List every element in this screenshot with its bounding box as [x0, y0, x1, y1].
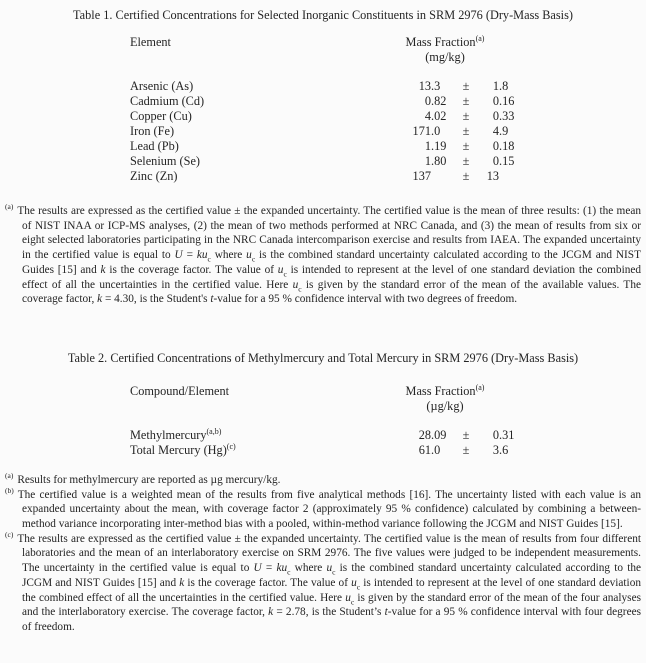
table1-header-row — [130, 35, 641, 50]
mass-fraction-label: Mass Fraction — [405, 383, 476, 398]
element-label: Lead (Pb) — [130, 139, 179, 153]
footnote-text: The results are expressed as the certified value ± the expanded uncertainty. The certified value is the mean of results from four different laboratories and the mean of an interlaboratory exercise on SRM 2976. The five values were judged to be independent measurements. The uncertainty in the certified value is equal to $U = ku_c$ where $u_c$ is the combined standard uncertainty calculated according to the JCGM and NIST Guides [15] and k is the coverage factor. The value of $u_c$ is intended to represent at the level of one standard deviation the combined effect of all the uncertainties in the certified value. Here $u_c$ is given by the standard error of the mean of the four analyses and the interlaboratory exercise. The coverage factor, k = 2.78, is the Student’s t-value for a 95 % confidence interval with four degrees of freedom. — [17, 532, 642, 633]
footnote — [5, 529, 642, 635]
certified-value: 28.09 — [418, 427, 447, 442]
mass-fraction-footnote-ref: (a) — [475, 382, 485, 392]
table-row — [130, 139, 641, 154]
uncertainty-value: 13 — [486, 169, 499, 183]
element-label: Arsenic (As) — [130, 79, 194, 93]
footnote-text: The results are expressed as the certified value ± the expanded uncertainty. The certified value is the mean of three results: (1) the mean of NIST INAA or ICP-MS analyses, (2) the mean of two methods performed at NRC Canada, and (3) the mean of results from six or eight selected laboratories participating in the NRC Canada intercomparison exercise and results from IAEA. The expanded uncertainty in the certified value is equal to $U = ku_c$ where $u_c$ is the combined standard uncertainty calculated according to the JCGM and NIST Guides [15] and k is the coverage factor. The value of $u_c$ is intended to represent at the level of one standard deviation the combined effect of all the uncertainties in the certified value. Here $u_c$ is given by the standard error of the mean of the available values. The coverage factor, k = 4.30, is the Student's t-value for a 95 % confidence interval with two degrees of freedom. — [17, 205, 642, 306]
certified-value: 171.0 — [412, 124, 441, 138]
footnote — [5, 473, 641, 488]
uncertainty-value: 0.16 — [492, 94, 515, 108]
footnote-marker: (c) — [5, 529, 14, 539]
table1-header-gap — [130, 65, 641, 79]
table2-units-label: (µg/kg) — [426, 398, 464, 413]
table2-col2-header — [385, 384, 505, 399]
plus-minus-sign: ± — [462, 154, 470, 168]
compound-footnote-ref: (c) — [226, 441, 236, 451]
plus-minus-sign: ± — [462, 169, 470, 183]
table-row — [130, 109, 641, 124]
uncertainty-value: 0.33 — [492, 109, 515, 123]
footnote-marker: (b) — [5, 485, 14, 495]
table2 — [130, 384, 641, 458]
table-row — [130, 443, 641, 458]
footnote — [5, 204, 641, 307]
element-label: Copper (Cu) — [130, 109, 192, 123]
table-row — [130, 79, 641, 94]
plus-minus-sign: ± — [462, 124, 470, 138]
certified-value: 137 — [412, 169, 431, 183]
uncertainty-value: 3.6 — [492, 442, 509, 457]
table2-title: Table 2. Certified Concentrations of Methylmercury and Total Mercury in SRM 2976 (Dry-Mass Basis) — [67, 350, 579, 365]
table2-col1-header: Compound/Element — [130, 383, 230, 398]
certified-value: 61.0 — [418, 442, 441, 457]
table1-footnotes — [5, 204, 641, 307]
plus-minus-sign: ± — [462, 139, 470, 153]
mass-fraction-label: Mass Fraction — [405, 35, 476, 49]
element-label: Iron (Fe) — [130, 124, 175, 138]
element-label: Cadmium (Cd) — [130, 94, 205, 108]
uncertainty-value: 0.15 — [492, 154, 515, 168]
certified-value: 4.02 — [424, 109, 447, 123]
certified-value: 0.82 — [424, 94, 447, 108]
plus-minus-sign: ± — [462, 94, 470, 108]
table1-units-row — [130, 50, 641, 65]
certified-value: 1.80 — [424, 154, 447, 168]
mass-fraction-footnote-ref: (a) — [475, 33, 485, 43]
uncertainty-value: 1.8 — [492, 79, 509, 93]
uncertainty-value: 0.31 — [492, 427, 515, 442]
uncertainty-value: 0.18 — [492, 139, 515, 153]
table1-units-label: (mg/kg) — [425, 50, 465, 64]
compound-label: Methylmercury$^{(a,b)}$ — [130, 426, 222, 442]
table1-title: Table 1. Certified Concentrations for Selected Inorganic Constituents in SRM 2976 (Dry-Mass Basis) — [73, 8, 573, 22]
table-row — [130, 124, 641, 139]
certified-value: 1.19 — [424, 139, 447, 153]
table2-footnotes — [5, 473, 641, 635]
table2-units-row — [130, 399, 641, 414]
compound-label: Total Mercury $(Hg)^{(c)}$ — [130, 441, 236, 457]
footnote-text: Results for methylmercury are reported as µg mercury/kg. — [17, 473, 281, 486]
table-row — [130, 428, 641, 443]
plus-minus-sign: ± — [462, 109, 470, 123]
element-label: Zinc (Zn) — [130, 169, 178, 183]
plus-minus-sign: ± — [462, 79, 470, 93]
table1-col1-header: Element — [130, 35, 171, 49]
plus-minus-sign: ± — [462, 442, 470, 457]
footnote-marker: (a) — [5, 471, 14, 481]
table2-header-gap — [130, 414, 641, 428]
compound-footnote-ref: (a,b) — [206, 426, 222, 436]
certified-value: 13.3 — [418, 79, 441, 93]
table1-col2-header — [385, 35, 505, 50]
table1 — [130, 35, 641, 184]
table-row — [130, 169, 641, 184]
uncertainty-value: 4.9 — [492, 124, 509, 138]
footnote — [5, 485, 641, 532]
table-row — [130, 94, 641, 109]
footnote-marker: (a) — [5, 202, 14, 212]
table-row — [130, 154, 641, 169]
element-label: Selenium (Se) — [130, 154, 201, 168]
table2-header-row — [130, 384, 641, 399]
plus-minus-sign: ± — [462, 427, 470, 442]
footnote-text: The certified value is a weighted mean of the results from five analytical methods [16]. The uncertainty listed with each value is an expanded uncertainty about the mean, with coverage factor 2 (approximately 95 % confidence) calculated by combining a between-method variance incorporating inter-method bias with a pooled, within-method variance following the JCGM and NIST Guides [15]. — [17, 488, 641, 531]
